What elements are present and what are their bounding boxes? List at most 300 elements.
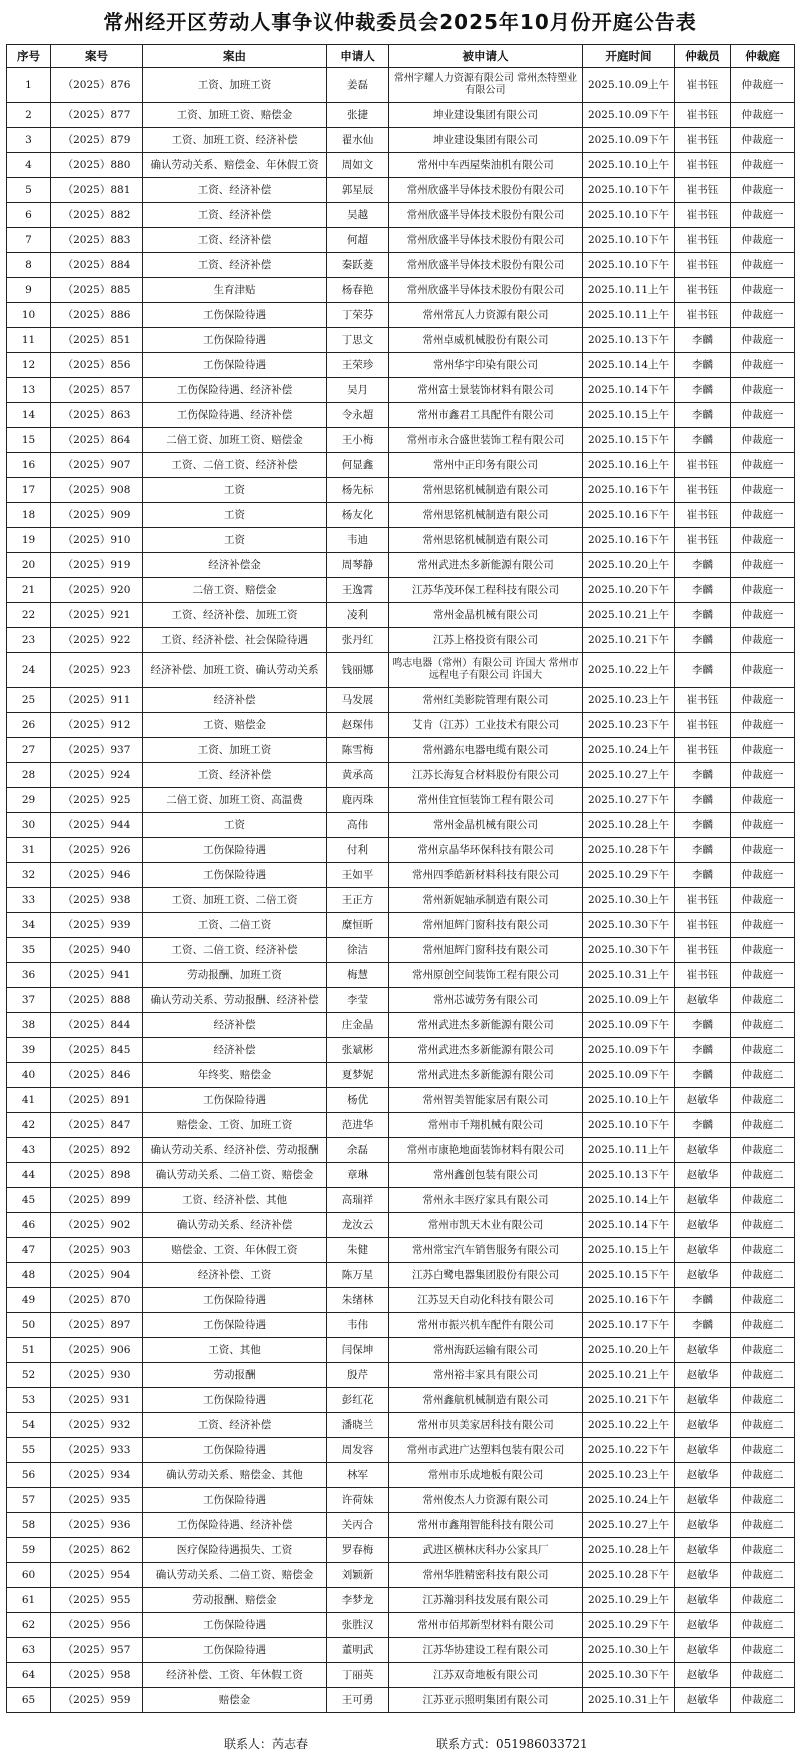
cell-applicant: 梅慧 bbox=[327, 963, 389, 988]
cell-serial: 50 bbox=[7, 1313, 51, 1338]
cell-case-number: （2025）903 bbox=[51, 1238, 143, 1263]
cell-tribunal: 仲裁庭一 bbox=[731, 863, 795, 888]
cell-arbitrator: 李麟 bbox=[675, 1013, 731, 1038]
cell-tribunal: 仲裁庭二 bbox=[731, 1488, 795, 1513]
table-row bbox=[7, 128, 795, 153]
cell-applicant: 姜磊 bbox=[327, 68, 389, 103]
cell-cause: 工伤保险待遇 bbox=[143, 863, 327, 888]
cell-arbitrator: 崔书钰 bbox=[675, 688, 731, 713]
cell-arbitrator: 赵敏华 bbox=[675, 1538, 731, 1563]
cell-hearing-time: 2025.10.09上午 bbox=[583, 988, 675, 1013]
cell-tribunal: 仲裁庭二 bbox=[731, 1413, 795, 1438]
cell-cause: 二倍工资、加班工资、高温费 bbox=[143, 788, 327, 813]
cell-applicant: 赵琛伟 bbox=[327, 713, 389, 738]
cell-respondent: 常州裕丰家具有限公司 bbox=[389, 1363, 583, 1388]
table-row bbox=[7, 1688, 795, 1713]
cell-hearing-time: 2025.10.10下午 bbox=[583, 228, 675, 253]
cell-tribunal: 仲裁庭一 bbox=[731, 653, 795, 688]
cell-respondent: 艾肯（江苏）工业技术有限公司 bbox=[389, 713, 583, 738]
cell-cause: 工伤保险待遇 bbox=[143, 1088, 327, 1113]
cell-serial: 10 bbox=[7, 303, 51, 328]
cell-arbitrator: 李麟 bbox=[675, 763, 731, 788]
cell-cause: 工资、其他 bbox=[143, 1338, 327, 1363]
cell-tribunal: 仲裁庭一 bbox=[731, 453, 795, 478]
cell-hearing-time: 2025.10.14上午 bbox=[583, 1188, 675, 1213]
cell-cause: 工资、经济补偿 bbox=[143, 228, 327, 253]
cell-serial: 45 bbox=[7, 1188, 51, 1213]
cell-case-number: （2025）958 bbox=[51, 1663, 143, 1688]
cell-serial: 30 bbox=[7, 813, 51, 838]
cell-hearing-time: 2025.10.15上午 bbox=[583, 403, 675, 428]
cell-applicant: 鹿丙珠 bbox=[327, 788, 389, 813]
cell-tribunal: 仲裁庭一 bbox=[731, 428, 795, 453]
cell-tribunal: 仲裁庭二 bbox=[731, 1288, 795, 1313]
cell-case-number: （2025）933 bbox=[51, 1438, 143, 1463]
cell-serial: 38 bbox=[7, 1013, 51, 1038]
cell-cause: 工伤保险待遇 bbox=[143, 328, 327, 353]
cell-applicant: 许荷妹 bbox=[327, 1488, 389, 1513]
cell-hearing-time: 2025.10.09上午 bbox=[583, 68, 675, 103]
cell-hearing-time: 2025.10.30上午 bbox=[583, 1638, 675, 1663]
cell-applicant: 秦跃菱 bbox=[327, 253, 389, 278]
cell-tribunal: 仲裁庭二 bbox=[731, 1188, 795, 1213]
cell-hearing-time: 2025.10.16下午 bbox=[583, 528, 675, 553]
cell-cause: 二倍工资、加班工资、赔偿金 bbox=[143, 428, 327, 453]
cell-serial: 11 bbox=[7, 328, 51, 353]
cell-cause: 确认劳动关系、二倍工资、赔偿金 bbox=[143, 1563, 327, 1588]
cell-hearing-time: 2025.10.31上午 bbox=[583, 1688, 675, 1713]
hearing-schedule-table bbox=[6, 44, 795, 1713]
cell-respondent: 常州欣盛半导体技术股份有限公司 bbox=[389, 203, 583, 228]
cell-serial: 1 bbox=[7, 68, 51, 103]
cell-serial: 16 bbox=[7, 453, 51, 478]
cell-cause: 确认劳动关系、经济补偿、劳动报酬 bbox=[143, 1138, 327, 1163]
cell-applicant: 陈万星 bbox=[327, 1263, 389, 1288]
cell-case-number: （2025）935 bbox=[51, 1488, 143, 1513]
cell-applicant: 夏梦妮 bbox=[327, 1063, 389, 1088]
cell-respondent: 常州俊杰人力资源有限公司 bbox=[389, 1488, 583, 1513]
cell-case-number: （2025）888 bbox=[51, 988, 143, 1013]
table-row bbox=[7, 1388, 795, 1413]
cell-cause: 劳动报酬 bbox=[143, 1363, 327, 1388]
cell-cause: 工资、加班工资 bbox=[143, 68, 327, 103]
cell-applicant: 丁丽英 bbox=[327, 1663, 389, 1688]
cell-respondent: 常州市武进广达塑料包装有限公司 bbox=[389, 1438, 583, 1463]
cell-respondent: 常州字耀人力资源有限公司 常州杰特塑业有限公司 bbox=[389, 68, 583, 103]
cell-arbitrator: 赵敏华 bbox=[675, 1188, 731, 1213]
cell-arbitrator: 李麟 bbox=[675, 603, 731, 628]
cell-hearing-time: 2025.10.20上午 bbox=[583, 1338, 675, 1363]
cell-arbitrator: 李麟 bbox=[675, 788, 731, 813]
cell-applicant: 王可勇 bbox=[327, 1688, 389, 1713]
cell-arbitrator: 崔书钰 bbox=[675, 228, 731, 253]
cell-hearing-time: 2025.10.22上午 bbox=[583, 1413, 675, 1438]
cell-cause: 工资、经济补偿、社会保险待遇 bbox=[143, 628, 327, 653]
cell-serial: 57 bbox=[7, 1488, 51, 1513]
cell-respondent: 常州旭辉门窗科技有限公司 bbox=[389, 938, 583, 963]
cell-case-number: （2025）879 bbox=[51, 128, 143, 153]
cell-cause: 经济补偿金 bbox=[143, 553, 327, 578]
cell-case-number: （2025）956 bbox=[51, 1613, 143, 1638]
cell-hearing-time: 2025.10.15下午 bbox=[583, 1263, 675, 1288]
table-row bbox=[7, 453, 795, 478]
cell-applicant: 王小梅 bbox=[327, 428, 389, 453]
cell-arbitrator: 李麟 bbox=[675, 838, 731, 863]
table-row bbox=[7, 203, 795, 228]
cell-tribunal: 仲裁庭一 bbox=[731, 553, 795, 578]
cell-arbitrator: 赵敏华 bbox=[675, 1138, 731, 1163]
cell-cause: 工资、经济补偿 bbox=[143, 178, 327, 203]
cell-tribunal: 仲裁庭一 bbox=[731, 813, 795, 838]
cell-respondent: 常州智美智能家居有限公司 bbox=[389, 1088, 583, 1113]
cell-arbitrator: 崔书钰 bbox=[675, 253, 731, 278]
cell-case-number: （2025）904 bbox=[51, 1263, 143, 1288]
cell-serial: 61 bbox=[7, 1588, 51, 1613]
table-row bbox=[7, 628, 795, 653]
cell-arbitrator: 赵敏华 bbox=[675, 1663, 731, 1688]
cell-tribunal: 仲裁庭一 bbox=[731, 68, 795, 103]
cell-hearing-time: 2025.10.10下午 bbox=[583, 1113, 675, 1138]
cell-serial: 19 bbox=[7, 528, 51, 553]
cell-hearing-time: 2025.10.15下午 bbox=[583, 428, 675, 453]
cell-tribunal: 仲裁庭一 bbox=[731, 128, 795, 153]
header-case-number: 案号 bbox=[51, 45, 143, 68]
cell-tribunal: 仲裁庭一 bbox=[731, 353, 795, 378]
cell-serial: 25 bbox=[7, 688, 51, 713]
cell-applicant: 龙汝云 bbox=[327, 1213, 389, 1238]
cell-respondent: 鸣志电器（常州）有限公司 许国大 常州市远程电子有限公司 许国大 bbox=[389, 653, 583, 688]
table-row bbox=[7, 103, 795, 128]
table-row bbox=[7, 1113, 795, 1138]
cell-tribunal: 仲裁庭二 bbox=[731, 1513, 795, 1538]
cell-cause: 工资 bbox=[143, 503, 327, 528]
table-row bbox=[7, 553, 795, 578]
cell-case-number: （2025）911 bbox=[51, 688, 143, 713]
cell-tribunal: 仲裁庭一 bbox=[731, 528, 795, 553]
cell-arbitrator: 赵敏华 bbox=[675, 1613, 731, 1638]
cell-applicant: 付利 bbox=[327, 838, 389, 863]
cell-respondent: 常州思铭机械制造有限公司 bbox=[389, 478, 583, 503]
cell-respondent: 常州旭辉门窗科技有限公司 bbox=[389, 913, 583, 938]
cell-tribunal: 仲裁庭一 bbox=[731, 763, 795, 788]
cell-applicant: 黄承高 bbox=[327, 763, 389, 788]
cell-respondent: 常州常瓦人力资源有限公司 bbox=[389, 303, 583, 328]
cell-case-number: （2025）897 bbox=[51, 1313, 143, 1338]
cell-serial: 40 bbox=[7, 1063, 51, 1088]
cell-tribunal: 仲裁庭一 bbox=[731, 938, 795, 963]
cell-cause: 赔偿金、工资、年休假工资 bbox=[143, 1238, 327, 1263]
table-row bbox=[7, 1463, 795, 1488]
cell-serial: 34 bbox=[7, 913, 51, 938]
cell-tribunal: 仲裁庭二 bbox=[731, 1663, 795, 1688]
cell-respondent: 常州武进杰多新能源有限公司 bbox=[389, 553, 583, 578]
cell-serial: 32 bbox=[7, 863, 51, 888]
cell-case-number: （2025）955 bbox=[51, 1588, 143, 1613]
cell-applicant: 关丙合 bbox=[327, 1513, 389, 1538]
cell-cause: 工伤保险待遇 bbox=[143, 1438, 327, 1463]
cell-hearing-time: 2025.10.29下午 bbox=[583, 1613, 675, 1638]
table-row bbox=[7, 528, 795, 553]
cell-hearing-time: 2025.10.09下午 bbox=[583, 1013, 675, 1038]
cell-serial: 47 bbox=[7, 1238, 51, 1263]
table-row bbox=[7, 688, 795, 713]
cell-arbitrator: 李麟 bbox=[675, 628, 731, 653]
cell-case-number: （2025）940 bbox=[51, 938, 143, 963]
cell-tribunal: 仲裁庭二 bbox=[731, 1538, 795, 1563]
cell-applicant: 翟水仙 bbox=[327, 128, 389, 153]
cell-cause: 赔偿金 bbox=[143, 1688, 327, 1713]
table-row bbox=[7, 1063, 795, 1088]
cell-respondent: 常州欣盛半导体技术股份有限公司 bbox=[389, 228, 583, 253]
cell-cause: 经济补偿 bbox=[143, 1038, 327, 1063]
cell-tribunal: 仲裁庭一 bbox=[731, 278, 795, 303]
cell-tribunal: 仲裁庭一 bbox=[731, 153, 795, 178]
cell-arbitrator: 赵敏华 bbox=[675, 1413, 731, 1438]
table-row bbox=[7, 1138, 795, 1163]
cell-serial: 55 bbox=[7, 1438, 51, 1463]
table-row bbox=[7, 1513, 795, 1538]
cell-serial: 29 bbox=[7, 788, 51, 813]
cell-cause: 工伤保险待遇 bbox=[143, 1288, 327, 1313]
cell-hearing-time: 2025.10.11上午 bbox=[583, 278, 675, 303]
cell-arbitrator: 赵敏华 bbox=[675, 1238, 731, 1263]
cell-tribunal: 仲裁庭一 bbox=[731, 788, 795, 813]
cell-applicant: 周发容 bbox=[327, 1438, 389, 1463]
cell-serial: 63 bbox=[7, 1638, 51, 1663]
cell-respondent: 常州佳宜恒装饰工程有限公司 bbox=[389, 788, 583, 813]
table-row bbox=[7, 1413, 795, 1438]
cell-tribunal: 仲裁庭一 bbox=[731, 913, 795, 938]
cell-applicant: 高伟 bbox=[327, 813, 389, 838]
cell-cause: 劳动报酬、加班工资 bbox=[143, 963, 327, 988]
cell-tribunal: 仲裁庭二 bbox=[731, 1213, 795, 1238]
cell-applicant: 李梦龙 bbox=[327, 1588, 389, 1613]
table-row bbox=[7, 378, 795, 403]
cell-hearing-time: 2025.10.09下午 bbox=[583, 1063, 675, 1088]
cell-cause: 工资、经济补偿 bbox=[143, 763, 327, 788]
cell-applicant: 郭星辰 bbox=[327, 178, 389, 203]
cell-applicant: 罗春梅 bbox=[327, 1538, 389, 1563]
cell-cause: 年终奖、赔偿金 bbox=[143, 1063, 327, 1088]
cell-serial: 53 bbox=[7, 1388, 51, 1413]
table-row bbox=[7, 1288, 795, 1313]
cell-cause: 工伤保险待遇 bbox=[143, 303, 327, 328]
cell-hearing-time: 2025.10.16下午 bbox=[583, 478, 675, 503]
cell-applicant: 韦伟 bbox=[327, 1313, 389, 1338]
cell-respondent: 常州市振兴机车配件有限公司 bbox=[389, 1313, 583, 1338]
cell-tribunal: 仲裁庭二 bbox=[731, 1638, 795, 1663]
cell-respondent: 江苏华茂环保工程科技有限公司 bbox=[389, 578, 583, 603]
cell-respondent: 常州卓威机械股份有限公司 bbox=[389, 328, 583, 353]
cell-hearing-time: 2025.10.23上午 bbox=[583, 688, 675, 713]
cell-applicant: 林军 bbox=[327, 1463, 389, 1488]
cell-hearing-time: 2025.10.09下午 bbox=[583, 128, 675, 153]
cell-applicant: 李莹 bbox=[327, 988, 389, 1013]
cell-tribunal: 仲裁庭二 bbox=[731, 1463, 795, 1488]
table-row bbox=[7, 1663, 795, 1688]
cell-case-number: （2025）885 bbox=[51, 278, 143, 303]
cell-case-number: （2025）934 bbox=[51, 1463, 143, 1488]
cell-tribunal: 仲裁庭一 bbox=[731, 713, 795, 738]
cell-applicant: 吴越 bbox=[327, 203, 389, 228]
cell-tribunal: 仲裁庭二 bbox=[731, 1613, 795, 1638]
cell-serial: 6 bbox=[7, 203, 51, 228]
cell-applicant: 王荣珍 bbox=[327, 353, 389, 378]
cell-tribunal: 仲裁庭二 bbox=[731, 1063, 795, 1088]
table-row bbox=[7, 1188, 795, 1213]
cell-cause: 工资、二倍工资、经济补偿 bbox=[143, 453, 327, 478]
cell-case-number: （2025）957 bbox=[51, 1638, 143, 1663]
cell-respondent: 坤业建设集团有限公司 bbox=[389, 128, 583, 153]
cell-case-number: （2025）937 bbox=[51, 738, 143, 763]
cell-serial: 28 bbox=[7, 763, 51, 788]
cell-arbitrator: 赵敏华 bbox=[675, 1363, 731, 1388]
table-row bbox=[7, 988, 795, 1013]
cell-hearing-time: 2025.10.16上午 bbox=[583, 453, 675, 478]
cell-arbitrator: 李麟 bbox=[675, 378, 731, 403]
cell-applicant: 何超 bbox=[327, 228, 389, 253]
cell-case-number: （2025）954 bbox=[51, 1563, 143, 1588]
cell-serial: 58 bbox=[7, 1513, 51, 1538]
cell-hearing-time: 2025.10.24上午 bbox=[583, 1488, 675, 1513]
cell-applicant: 朱健 bbox=[327, 1238, 389, 1263]
header-hearing-time: 开庭时间 bbox=[583, 45, 675, 68]
cell-hearing-time: 2025.10.30下午 bbox=[583, 913, 675, 938]
cell-respondent: 常州芯诚劳务有限公司 bbox=[389, 988, 583, 1013]
cell-hearing-time: 2025.10.10上午 bbox=[583, 1088, 675, 1113]
table-row bbox=[7, 1038, 795, 1063]
cell-tribunal: 仲裁庭二 bbox=[731, 1138, 795, 1163]
cell-serial: 41 bbox=[7, 1088, 51, 1113]
cell-serial: 65 bbox=[7, 1688, 51, 1713]
cell-arbitrator: 崔书钰 bbox=[675, 478, 731, 503]
cell-serial: 13 bbox=[7, 378, 51, 403]
cell-case-number: （2025）899 bbox=[51, 1188, 143, 1213]
cell-serial: 59 bbox=[7, 1538, 51, 1563]
cell-tribunal: 仲裁庭二 bbox=[731, 1688, 795, 1713]
cell-cause: 工资、加班工资、经济补偿 bbox=[143, 128, 327, 153]
table-row bbox=[7, 653, 795, 688]
cell-arbitrator: 李麟 bbox=[675, 553, 731, 578]
table-row bbox=[7, 328, 795, 353]
cell-hearing-time: 2025.10.14上午 bbox=[583, 353, 675, 378]
cell-applicant: 王逸霄 bbox=[327, 578, 389, 603]
header-respondent: 被申请人 bbox=[389, 45, 583, 68]
cell-case-number: （2025）921 bbox=[51, 603, 143, 628]
cell-applicant: 吴月 bbox=[327, 378, 389, 403]
cell-case-number: （2025）902 bbox=[51, 1213, 143, 1238]
cell-cause: 确认劳动关系、经济补偿 bbox=[143, 1213, 327, 1238]
cell-serial: 60 bbox=[7, 1563, 51, 1588]
cell-arbitrator: 李麟 bbox=[675, 403, 731, 428]
cell-case-number: （2025）931 bbox=[51, 1388, 143, 1413]
cell-cause: 工资、经济补偿 bbox=[143, 253, 327, 278]
cell-respondent: 常州海跃运输有限公司 bbox=[389, 1338, 583, 1363]
cell-hearing-time: 2025.10.28上午 bbox=[583, 1538, 675, 1563]
cell-case-number: （2025）857 bbox=[51, 378, 143, 403]
cell-arbitrator: 赵敏华 bbox=[675, 1388, 731, 1413]
cell-applicant: 丁思文 bbox=[327, 328, 389, 353]
cell-arbitrator: 李麟 bbox=[675, 653, 731, 688]
cell-case-number: （2025）932 bbox=[51, 1413, 143, 1438]
cell-arbitrator: 赵敏华 bbox=[675, 1688, 731, 1713]
cell-tribunal: 仲裁庭一 bbox=[731, 103, 795, 128]
cell-arbitrator: 崔书钰 bbox=[675, 913, 731, 938]
cell-serial: 39 bbox=[7, 1038, 51, 1063]
cell-cause: 工伤保险待遇 bbox=[143, 1388, 327, 1413]
cell-arbitrator: 赵敏华 bbox=[675, 1638, 731, 1663]
cell-case-number: （2025）936 bbox=[51, 1513, 143, 1538]
cell-cause: 工资 bbox=[143, 813, 327, 838]
cell-hearing-time: 2025.10.21上午 bbox=[583, 603, 675, 628]
cell-applicant: 章琳 bbox=[327, 1163, 389, 1188]
cell-arbitrator: 赵敏华 bbox=[675, 1588, 731, 1613]
cell-hearing-time: 2025.10.14下午 bbox=[583, 1213, 675, 1238]
cell-respondent: 常州中正印务有限公司 bbox=[389, 453, 583, 478]
cell-serial: 8 bbox=[7, 253, 51, 278]
cell-hearing-time: 2025.10.16下午 bbox=[583, 503, 675, 528]
cell-arbitrator: 赵敏华 bbox=[675, 1263, 731, 1288]
cell-hearing-time: 2025.10.29上午 bbox=[583, 1588, 675, 1613]
cell-case-number: （2025）909 bbox=[51, 503, 143, 528]
cell-tribunal: 仲裁庭二 bbox=[731, 1563, 795, 1588]
cell-respondent: 常州欣盛半导体技术股份有限公司 bbox=[389, 278, 583, 303]
cell-respondent: 常州市康艳地面装饰材料有限公司 bbox=[389, 1138, 583, 1163]
table-row bbox=[7, 813, 795, 838]
table-row bbox=[7, 713, 795, 738]
cell-cause: 工伤保险待遇、经济补偿 bbox=[143, 1513, 327, 1538]
cell-applicant: 朱绪林 bbox=[327, 1288, 389, 1313]
cell-serial: 9 bbox=[7, 278, 51, 303]
cell-cause: 工伤保险待遇 bbox=[143, 1613, 327, 1638]
cell-serial: 33 bbox=[7, 888, 51, 913]
cell-cause: 工伤保险待遇 bbox=[143, 1488, 327, 1513]
table-row bbox=[7, 353, 795, 378]
cell-applicant: 糜恒昕 bbox=[327, 913, 389, 938]
cell-respondent: 常州金晶机械有限公司 bbox=[389, 813, 583, 838]
table-body bbox=[7, 68, 795, 1713]
cell-applicant: 闫保坤 bbox=[327, 1338, 389, 1363]
table-row bbox=[7, 1438, 795, 1463]
table-row bbox=[7, 888, 795, 913]
cell-applicant: 丁荣芬 bbox=[327, 303, 389, 328]
cell-hearing-time: 2025.10.11上午 bbox=[583, 1138, 675, 1163]
table-row bbox=[7, 738, 795, 763]
cell-arbitrator: 崔书钰 bbox=[675, 203, 731, 228]
cell-respondent: 武进区横林庆科办公家具厂 bbox=[389, 1538, 583, 1563]
cell-cause: 工资、经济补偿 bbox=[143, 203, 327, 228]
cell-case-number: （2025）876 bbox=[51, 68, 143, 103]
cell-tribunal: 仲裁庭一 bbox=[731, 738, 795, 763]
cell-case-number: （2025）862 bbox=[51, 1538, 143, 1563]
cell-tribunal: 仲裁庭一 bbox=[731, 178, 795, 203]
cell-case-number: （2025）959 bbox=[51, 1688, 143, 1713]
cell-respondent: 常州武进杰多新能源有限公司 bbox=[389, 1038, 583, 1063]
contact-person: 联系人：芮志春 bbox=[224, 1737, 309, 1751]
cell-serial: 4 bbox=[7, 153, 51, 178]
cell-hearing-time: 2025.10.21下午 bbox=[583, 1388, 675, 1413]
table-row bbox=[7, 863, 795, 888]
cell-respondent: 常州富士景装饰材料有限公司 bbox=[389, 378, 583, 403]
cell-arbitrator: 赵敏华 bbox=[675, 1213, 731, 1238]
cell-serial: 3 bbox=[7, 128, 51, 153]
table-row bbox=[7, 428, 795, 453]
cell-arbitrator: 李麟 bbox=[675, 328, 731, 353]
cell-arbitrator: 崔书钰 bbox=[675, 888, 731, 913]
cell-cause: 工资、赔偿金 bbox=[143, 713, 327, 738]
cell-respondent: 常州思铭机械制造有限公司 bbox=[389, 503, 583, 528]
cell-serial: 21 bbox=[7, 578, 51, 603]
